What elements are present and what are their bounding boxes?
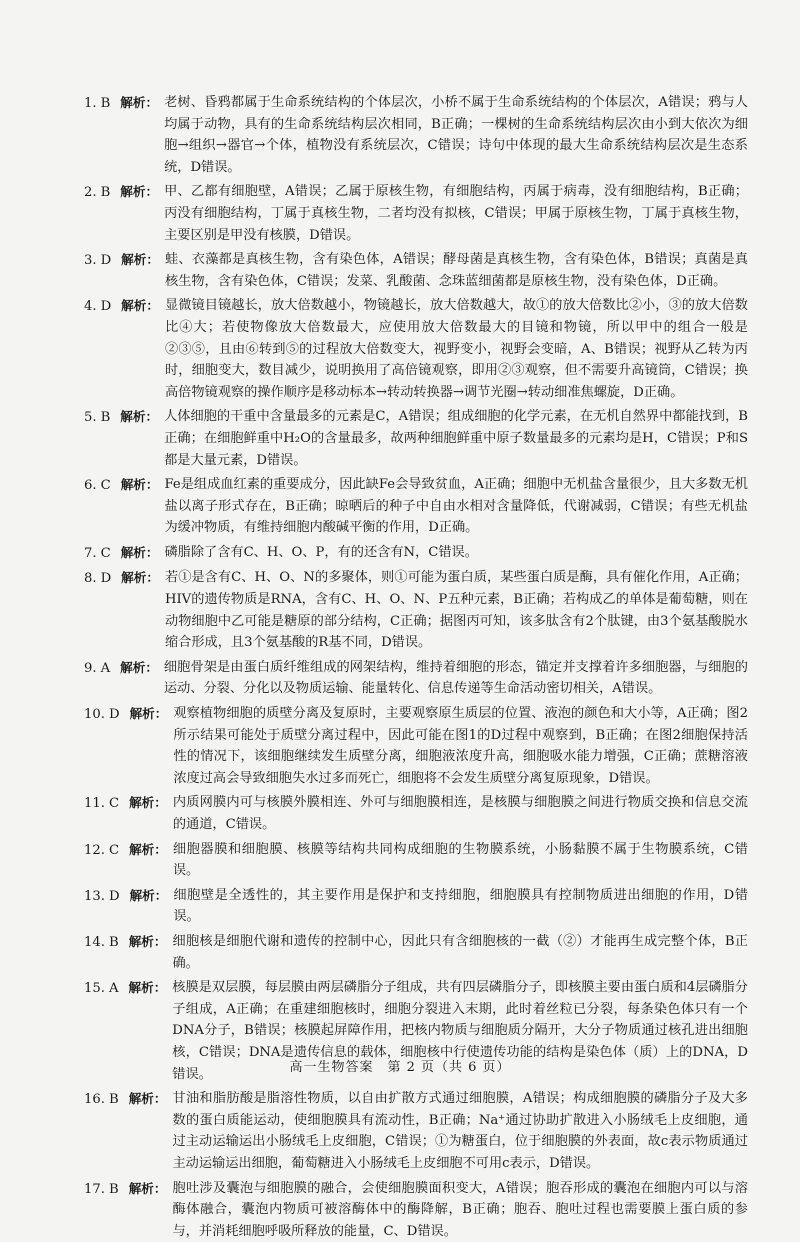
answer-choice: D [101, 571, 112, 586]
question-number: 7. [84, 546, 97, 561]
question-number: 16. [84, 1092, 105, 1107]
analysis-label: 解析： [120, 95, 158, 110]
analysis-text: 甘油和脂肪酸是脂溶性物质，以自由扩散方式通过细胞膜，A错误；构成细胞膜的磷脂分子及大多数的蛋白质能运动，使细胞膜具有流动性，B正确；Na⁺通过协助扩散进入小肠绒毛上皮细胞，通过主动运输运出小肠绒毛上皮细胞，C错误；①为糖蛋白，位于细胞膜的外表面，故c表示物质通过主动运输运出细胞，葡萄糖进入小肠绒毛上皮细胞不可用c表示，D错误。 [172, 1088, 748, 1174]
analysis-text: 细胞核是细胞代谢和遗传的控制中心，因此只有含细胞核的一截（②）才能再生成完整个体，B正确。 [172, 931, 748, 974]
answer-choice: D [101, 253, 112, 268]
question-number: 8. [84, 571, 97, 586]
answer-number [84, 474, 158, 539]
answer-item [84, 406, 748, 471]
answer-choice: C [101, 546, 111, 561]
analysis-label: 解析： [121, 570, 159, 585]
answer-item [84, 295, 748, 403]
answer-choice: B [109, 1092, 119, 1107]
analysis-label: 解析： [130, 888, 168, 903]
analysis-label: 解析： [129, 795, 167, 810]
answer-item [84, 92, 748, 178]
answer-item [84, 1178, 748, 1242]
answer-choice: B [101, 185, 111, 200]
answer-item [84, 1088, 748, 1174]
answer-choice: D [109, 707, 120, 722]
question-number: 13. [84, 889, 105, 904]
answer-item [84, 567, 748, 653]
analysis-label: 解析： [121, 252, 159, 267]
answer-item [84, 839, 748, 882]
analysis-label: 解析： [121, 298, 159, 313]
answer-item [84, 931, 748, 974]
question-number: 3. [84, 253, 97, 268]
analysis-text: 人体细胞的干重中含量最多的元素是C，A错误；组成细胞的化学元素，在无机自然界中都能找到，B正确；在细胞鲜重中H₂O的含量最多，故两种细胞鲜重中原子数量最多的元素均是H，C错误；P和S都是大量元素，D错误。 [164, 406, 748, 471]
analysis-label: 解析： [129, 842, 167, 857]
answer-number [84, 249, 159, 292]
analysis-text: 细胞壁是全透性的，其主要作用是保护和支持细胞，细胞膜具有控制物质进出细胞的作用，D错误。 [173, 885, 748, 928]
answer-number [84, 931, 166, 974]
answer-number [84, 295, 159, 403]
answer-item [84, 249, 748, 292]
question-number: 6. [84, 478, 97, 493]
question-number: 11. [84, 796, 105, 811]
analysis-text: Fe是组成血红素的重要成分，因此缺Fe会导致贫血，A正确；细胞中无机盐含量很少，且大多数无机盐以离子形式存在，B正确；晾晒后的种子中自由水相对含量降低，代谢减弱，C错误；有些无机盐为缓冲物质，有维持细胞内酸碱平衡的作用，D正确。 [164, 474, 748, 539]
answer-number [84, 567, 159, 653]
answer-choice: A [101, 661, 111, 676]
question-number: 1. [84, 96, 97, 111]
answer-choice: C [109, 843, 119, 858]
analysis-label: 解析： [129, 1091, 167, 1106]
answer-item [84, 792, 748, 835]
answer-number [84, 792, 167, 835]
question-number: 2. [84, 185, 97, 200]
answer-number [84, 1178, 166, 1242]
analysis-text: 细胞器膜和细胞膜、核膜等结构共同构成细胞的生物膜系统，小肠黏膜不属于生物膜系统，C错误。 [173, 839, 748, 882]
answer-choice: C [101, 478, 111, 493]
question-number: 12. [84, 843, 105, 858]
analysis-text: 老树、昏鸦都属于生命系统结构的个体层次，小桥不属于生命系统结构的个体层次，A错误；鸦与人均属于动物，具有的生命系统结构层次相同，B正确；一棵树的生命系统结构层次由小到大依次为细胞→组织→器官→个体，植物没有系统层次，C错误；诗句中体现的最大生命系统结构层次是生态系统，D错误。 [164, 92, 748, 178]
analysis-text: 胞吐涉及囊泡与细胞膜的融合，会使细胞膜面积变大，A错误；胞吞形成的囊泡在细胞内可以与溶酶体融合，囊泡内物质可被溶酶体中的酶降解，B正确；胞吞、胞吐过程也需要膜上蛋白质的参与，并消耗细胞呼吸所释放的能量，C、D错误。 [172, 1178, 748, 1242]
answer-number [84, 839, 167, 882]
answer-number [84, 542, 158, 565]
analysis-label: 解析： [130, 706, 168, 721]
analysis-text: 磷脂除了含有C、H、O、P，有的还含有N，C错误。 [164, 542, 748, 565]
analysis-text: 核膜是双层膜，每层膜由两层磷脂分子组成，共有四层磷脂分子，即核膜主要由蛋白质和4层磷脂分子组成，A正确；在重建细胞核时，细胞分裂进入末期，此时着丝粒已分裂，每条染色体只有一个DNA分子，B错误；核膜起屏障作用，把核内物质与细胞质分隔开，大分子物质通过核孔进出细胞核，C错误；DNA是遗传信息的载体，细胞核中行使遗传功能的结构是染色体（质）上的DNA，D错误。 [172, 977, 748, 1085]
answer-item [84, 885, 748, 928]
answer-choice: A [109, 981, 119, 996]
answer-number [84, 1088, 166, 1174]
question-number: 4. [84, 299, 97, 314]
analysis-text: 蛙、衣藻都是真核生物，含有染色体，A错误；酵母菌是真核生物，含有染色体，B错误；真菌是真核生物，含有染色体，C错误；发菜、乳酸菌、念珠蓝细菌都是原核生物，没有染色体，D正确。 [165, 249, 748, 292]
question-number: 9. [84, 661, 97, 676]
analysis-label: 解析： [120, 409, 158, 424]
answer-number [84, 703, 167, 789]
answer-number [84, 181, 158, 246]
answer-choice: D [109, 889, 120, 904]
answer-choice: C [109, 796, 119, 811]
answer-number [84, 657, 158, 700]
answer-choice: D [101, 299, 112, 314]
answer-item [84, 542, 748, 565]
analysis-label: 解析： [121, 545, 159, 560]
analysis-text: 观察植物细胞的质壁分离及复原时，主要观察原生质层的位置、液泡的颜色和大小等，A正确；图2所示结果可能处于质壁分离过程中，因此可能在图1的D过程中观察到，B正确；在图2细胞保持活性的情况下，该细胞继续发生质壁分离，细胞液浓度升高，细胞吸水能力增强，C正确；蔗糖溶液浓度过高会导致细胞失水过多而死亡，细胞将不会发生质壁分离复原现象，D错误。 [173, 703, 748, 789]
answer-number [84, 92, 158, 178]
analysis-label: 解析： [129, 980, 167, 995]
answer-item [84, 474, 748, 539]
question-number: 10. [84, 707, 105, 722]
analysis-text: 显微镜目镜越长，放大倍数越小，物镜越长，放大倍数越大，故①的放大倍数比②小，③的放大倍数比④大；若使物像放大倍数最大，应使用放大倍数最大的目镜和物镜，所以甲中的组合一般是②③⑤，且由⑥转到⑤的过程放大倍数变大，视野变小，视野会变暗，A、B错误；视野从乙转为丙时，细胞变大，数目减少，说明换用了高倍镜观察，即用②③观察，但不需要升高镜筒，C错误；换高倍物镜观察的操作顺序是移动标本→转动转换器→调节光圈→转动细准焦螺旋，D正确。 [165, 295, 748, 403]
analysis-text: 内质网膜内可与核膜外膜相连、外可与细胞膜相连，是核膜与细胞膜之间进行物质交换和信息交流的通道，C错误。 [173, 792, 748, 835]
answer-choice: B [101, 96, 111, 111]
analysis-label: 解析： [129, 1181, 167, 1196]
answer-number [84, 885, 167, 928]
question-number: 15. [84, 981, 105, 996]
answer-item [84, 657, 748, 700]
page-footer: 高一生物答案 第 2 页（共 6 页） [0, 1056, 800, 1075]
answer-choice: B [109, 1182, 119, 1197]
question-number: 14. [84, 935, 105, 950]
analysis-text: 若①是含有C、H、O、N的多聚体，则①可能为蛋白质，某些蛋白质是酶，具有催化作用，A正确；HIV的遗传物质是RNA，含有C、H、O、N、P五种元素，B正确；若构成乙的单体是葡萄糖，则在动物细胞中乙可能是糖原的部分结构，C正确；据图丙可知，该多肽含有2个肽键，由3个氨基酸脱水缩合形成，且3个氨基酸的R基不同，D错误。 [165, 567, 748, 653]
question-number: 5. [84, 410, 97, 425]
answer-choice: B [101, 410, 111, 425]
analysis-label: 解析： [120, 184, 158, 199]
analysis-text: 甲、乙都有细胞壁，A错误；乙属于原核生物，有细胞结构，丙属于病毒，没有细胞结构，B正确；丙没有细胞结构，丁属于真核生物，二者均没有拟核，C错误；甲属于原核生物，丁属于真核生物，主要区别是甲没有核膜，D错误。 [164, 181, 748, 246]
answer-choice: B [109, 935, 119, 950]
analysis-label: 解析： [129, 934, 167, 949]
analysis-text: 细胞骨架是由蛋白质纤维组成的网架结构，维持着细胞的形态，锚定并支撑着许多细胞器，与细胞的运动、分裂、分化以及物质运输、能量转化、信息传递等生命活动密切相关，A错误。 [164, 657, 748, 700]
analysis-label: 解析： [120, 660, 158, 675]
analysis-label: 解析： [121, 477, 159, 492]
answer-item [84, 703, 748, 789]
answer-item [84, 181, 748, 246]
answer-number [84, 406, 158, 471]
question-number: 17. [84, 1182, 105, 1197]
